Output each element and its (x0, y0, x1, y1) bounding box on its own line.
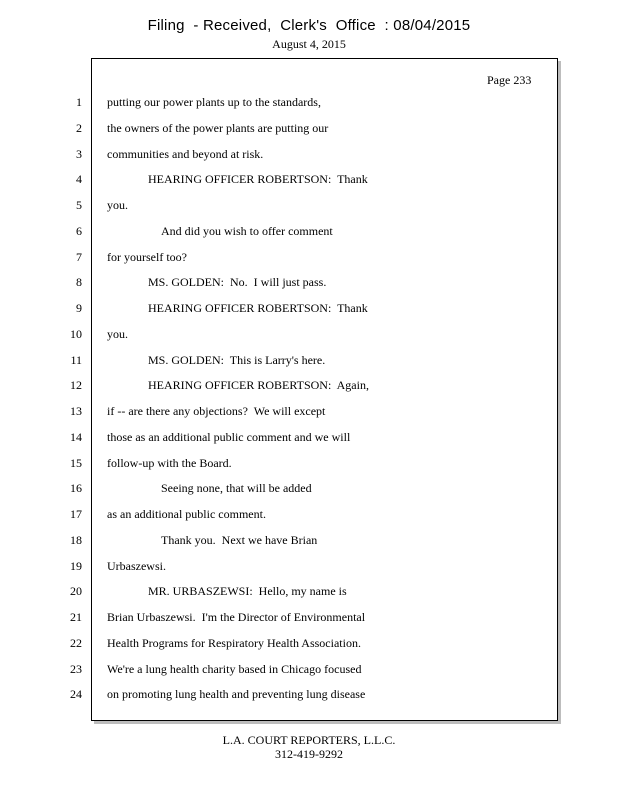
line-number: 1 (76, 95, 82, 109)
line-number: 24 (70, 687, 82, 701)
transcript-line: Urbaszewsi. (107, 559, 166, 573)
line-number: 23 (70, 662, 82, 676)
page-number: Page 233 (487, 73, 532, 87)
line-number: 7 (76, 250, 82, 264)
transcript-line: And did you wish to offer comment (161, 224, 333, 238)
line-number: 14 (70, 430, 82, 444)
line-number: 3 (76, 147, 82, 161)
transcript-line: you. (107, 198, 128, 212)
filing-date: August 4, 2015 (272, 37, 346, 51)
transcript-line: HEARING OFFICER ROBERTSON: Thank (148, 301, 368, 315)
transcript-line: Seeing none, that will be added (161, 481, 312, 495)
line-number: 21 (70, 610, 82, 624)
transcript-line: follow-up with the Board. (107, 456, 232, 470)
line-number: 18 (70, 533, 82, 547)
transcript-line: those as an additional public comment and we will (107, 430, 351, 444)
transcript-line: We're a lung health charity based in Chicago focused (107, 662, 362, 676)
transcript-line: MS. GOLDEN: This is Larry's here. (148, 353, 326, 367)
filing-stamp: Filing - Received, Clerk's Office : 08/04/2015 (147, 17, 471, 34)
transcript-line: you. (107, 327, 128, 341)
transcript-line: Brian Urbaszewsi. I'm the Director of Environmental (107, 610, 366, 624)
line-number: 20 (70, 584, 82, 598)
transcript-line: putting our power plants up to the standards, (107, 95, 321, 109)
transcript-line: Health Programs for Respiratory Health Association. (107, 636, 361, 650)
transcript-line: Thank you. Next we have Brian (161, 533, 318, 547)
transcript-line: MR. URBASZEWSI: Hello, my name is (148, 584, 347, 598)
line-number: 15 (70, 456, 82, 470)
line-number: 19 (70, 559, 82, 573)
line-number: 13 (70, 404, 82, 418)
line-number: 22 (70, 636, 82, 650)
transcript-line: HEARING OFFICER ROBERTSON: Thank (148, 172, 368, 186)
line-number: 9 (76, 301, 82, 315)
line-number: 17 (70, 507, 82, 521)
transcript-line: communities and beyond at risk. (107, 147, 264, 161)
line-number: 16 (70, 481, 82, 495)
line-number: 4 (76, 172, 82, 186)
line-number: 11 (70, 353, 82, 367)
transcript-line: MS. GOLDEN: No. I will just pass. (148, 275, 327, 289)
transcript-line: the owners of the power plants are putting our (107, 121, 329, 135)
line-number: 5 (76, 198, 82, 212)
footer-phone: 312-419-9292 (275, 747, 343, 761)
footer-company: L.A. COURT REPORTERS, L.L.C. (222, 733, 396, 747)
transcript-line: on promoting lung health and preventing lung disease (107, 687, 366, 701)
transcript-line: for yourself too? (107, 250, 187, 264)
line-number: 10 (70, 327, 82, 341)
transcript-line: if -- are there any objections? We will except (107, 404, 326, 418)
line-number: 8 (76, 275, 82, 289)
line-number: 12 (70, 378, 82, 392)
line-number: 2 (76, 121, 82, 135)
line-number: 6 (76, 224, 82, 238)
transcript-line: as an additional public comment. (107, 507, 266, 521)
transcript-line: HEARING OFFICER ROBERTSON: Again, (148, 378, 369, 392)
